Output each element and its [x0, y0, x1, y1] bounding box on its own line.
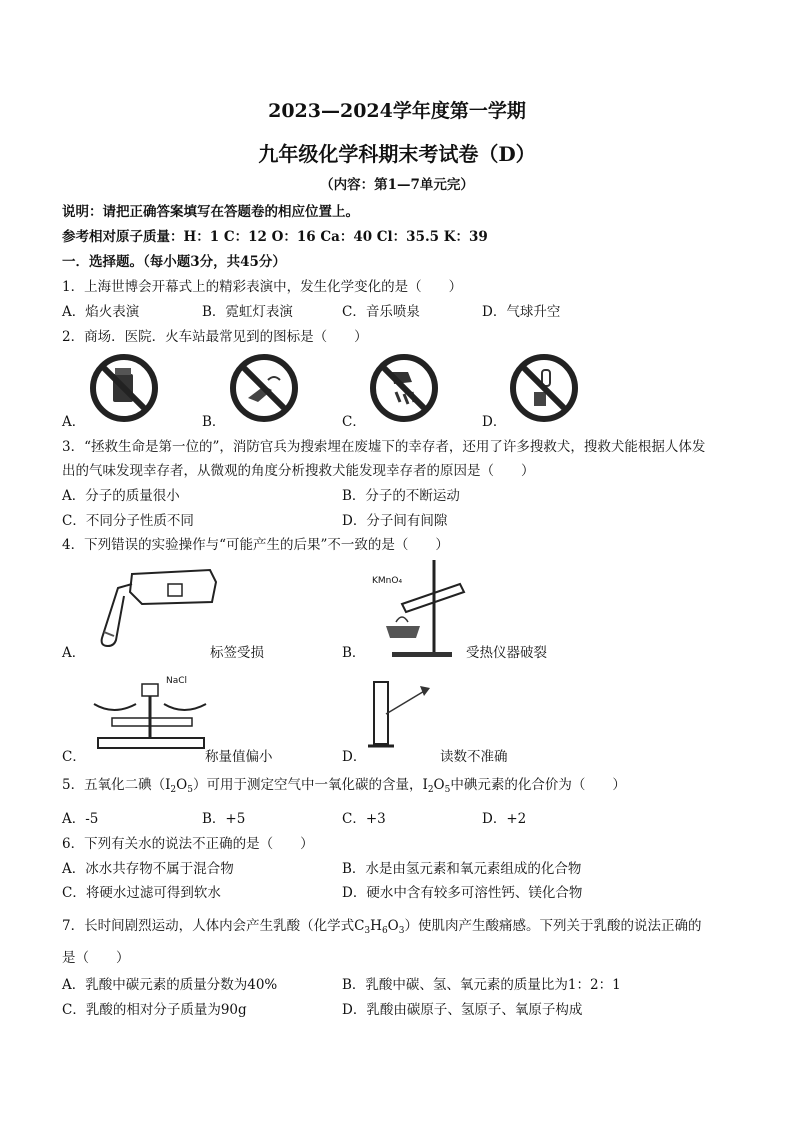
question-7-stem-line2: 是（ ） [62, 950, 130, 966]
q5-option-c: C．+3 [342, 811, 386, 827]
question-3-stem-line2: 出的气味发现幸存者，从微观的角度分析搜救犬能发现幸存者的原因是（ ） [62, 463, 535, 479]
atomic-masses: 参考相对原子质量：H：1 C：12 O：16 Ca：40 Cl：35.5 K：39 [62, 229, 488, 245]
question-6-stem: 6．下列有关水的说法不正确的是（ ） [62, 836, 314, 852]
q6-option-a: A．冰水共存物不属于混合物 [62, 861, 234, 877]
q7-sub-3: 3 [398, 926, 405, 936]
q6-option-d: D．硬水中含有较多可溶性钙、镁化合物 [342, 885, 583, 901]
question-7-stem-line1 [62, 914, 701, 936]
q7-text-3: O [387, 918, 399, 934]
question-4-stem: 4．下列错误的实验操作与“可能产生的后果”不一致的是（ ） [62, 537, 449, 553]
q5-text-3: ）可用于测定空气中一氧化碳的含量，I [192, 777, 428, 793]
no-littering-icon [368, 352, 440, 424]
q4-caption-b: 受热仪器破裂 [466, 645, 547, 661]
q3-option-a: A．分子的质量很小 [62, 488, 180, 504]
q5-sub-2: 5 [187, 785, 193, 795]
q4-caption-a: 标签受损 [210, 645, 264, 661]
exam-subtitle: 九年级化学科期末考试卷（D） [258, 142, 536, 166]
question-2-stem: 2．商场．医院．火车站最常见到的图标是（ ） [62, 329, 368, 345]
q7-option-a: A．乳酸中碳元素的质量分数为40% [62, 977, 278, 993]
q5-sub-4: 5 [444, 785, 451, 795]
q4-option-c: C． [62, 749, 86, 765]
q7-text-4: ）使肌肉产生酸痛感。下列关于乳酸的说法正确的 [404, 918, 702, 934]
pouring-liquid-figure [92, 562, 222, 648]
q5-sub-1: 2 [170, 785, 177, 795]
q4-option-a: A． [62, 645, 86, 661]
heating-test-tube-figure [372, 556, 472, 660]
q2-option-a: A． [62, 414, 86, 430]
question-1-stem: 1．上海世博会开幕式上的精彩表演中，发生化学变化的是（ ） [62, 279, 463, 295]
q5-sub-3: 2 [427, 785, 434, 795]
q2-option-b: B． [202, 414, 226, 430]
q6-option-b: B．水是由氢元素和氧元素组成的化合物 [342, 861, 582, 877]
content-note: （内容：第1—7单元完） [320, 177, 474, 193]
q5-text-4: O [433, 777, 445, 793]
q5-option-b: B．+5 [202, 811, 246, 827]
q4-option-b: B． [342, 645, 366, 661]
no-matches-icon [508, 352, 580, 424]
q6-option-c: C．将硬水过滤可得到软水 [62, 885, 221, 901]
q1-option-a: A．焰火表演 [62, 304, 140, 320]
q4-option-d: D． [342, 749, 367, 765]
q7-sub-1: 3 [364, 926, 371, 936]
q1-option-b: B．霓虹灯表演 [202, 304, 293, 320]
q2-option-d: D． [482, 414, 507, 430]
graduated-cylinder-figure [364, 676, 438, 750]
q3-option-d: D．分子间有间隙 [342, 513, 448, 529]
q5-text-2: O [176, 777, 188, 793]
q7-option-c: C．乳酸的相对分子质量为90g [62, 1002, 247, 1018]
q5-option-a: A．-5 [62, 811, 99, 827]
q3-option-c: C．不同分子性质不同 [62, 513, 194, 529]
q4-caption-d: 读数不准确 [440, 749, 508, 765]
q5-option-d: D．+2 [482, 811, 527, 827]
nacl-label: NaCl [166, 676, 188, 686]
q1-option-d: D．气球升空 [482, 304, 561, 320]
q4-caption-c: 称量值偏小 [205, 749, 273, 765]
q1-option-c: C．音乐喷泉 [342, 304, 420, 320]
section-heading: 一．选择题。（每小题3分，共45分） [62, 254, 286, 270]
q2-option-c: C． [342, 414, 366, 430]
q7-option-b: B．乳酸中碳、氢、氧元素的质量比为1：2：1 [342, 977, 621, 993]
q3-option-b: B．分子的不断运动 [342, 488, 460, 504]
q5-text-1: 5．五氧化二碘（I [62, 777, 171, 793]
question-3-stem-line1: 3．“拯救生命是第一位的”，消防官兵为搜索埋在废墟下的幸存者，还用了许多搜救犬，搜救犬能根据人体发 [62, 439, 706, 455]
page-title: 2023—2024学年度第一学期 [268, 100, 526, 122]
no-food-icon [88, 352, 160, 424]
q5-text-5: 中碘元素的化合价为（ ） [450, 777, 626, 793]
q7-option-d: D．乳酸由碳原子、氢原子、氧原子构成 [342, 1002, 583, 1018]
kmno4-label: KMnO₄ [372, 576, 403, 586]
instruction: 说明：请把正确答案填写在答题卷的相应位置上。 [62, 204, 359, 220]
question-5-stem [62, 773, 626, 795]
q7-text-1: 7．长时间剧烈运动，人体内会产生乳酸（化学式C [62, 918, 365, 934]
no-smoking-icon [228, 352, 300, 424]
balance-figure [92, 676, 212, 756]
q7-sub-2: 6 [381, 926, 388, 936]
q7-text-2: H [370, 918, 382, 934]
